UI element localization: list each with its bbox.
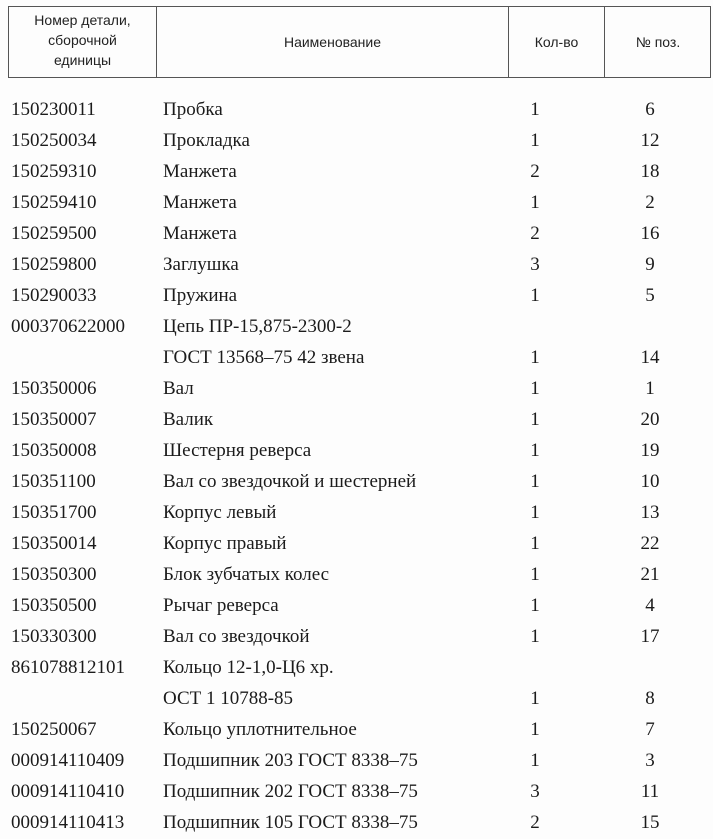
- position-cell: 18: [640, 161, 660, 182]
- name-cell: Шестерня реверса: [163, 440, 312, 461]
- qty-cell: 2: [530, 812, 540, 833]
- name-cell: Вал со звездочкой и шестерней: [163, 471, 417, 492]
- qty-cell: 1: [530, 192, 540, 213]
- name-cell: Манжета: [163, 223, 237, 244]
- qty-cell: 1: [530, 347, 540, 368]
- table-row: [0, 714, 713, 745]
- part-number-cell: 150350007: [11, 409, 97, 430]
- name-cell: Прокладка: [163, 130, 250, 151]
- position-cell: 11: [640, 781, 660, 802]
- position-cell: 7: [645, 719, 655, 740]
- part-number-cell: 150350014: [11, 533, 97, 554]
- qty-cell: 1: [530, 285, 540, 306]
- table-row: [0, 683, 713, 714]
- name-cell: Рычаг реверса: [163, 595, 279, 616]
- table-row: [0, 249, 713, 280]
- qty-cell: 1: [530, 378, 540, 399]
- part-number-cell: 150259800: [11, 254, 97, 275]
- table-row: [0, 559, 713, 590]
- position-cell: 5: [645, 285, 655, 306]
- name-cell: Вал: [163, 378, 194, 399]
- table-row: [0, 745, 713, 776]
- part-number-cell: 150350500: [11, 595, 97, 616]
- position-cell: 16: [640, 223, 660, 244]
- name-cell: Корпус правый: [163, 533, 287, 554]
- table-row: [0, 652, 713, 683]
- table-row: [0, 590, 713, 621]
- table-row: [0, 497, 713, 528]
- name-cell: Заглушка: [163, 254, 239, 275]
- part-number-cell: 150351100: [11, 471, 96, 492]
- part-number-cell: 000370622000: [11, 316, 125, 337]
- position-cell: 20: [640, 409, 660, 430]
- header-qty: Кол-во: [509, 7, 605, 77]
- name-cell: Валик: [163, 409, 214, 430]
- qty-cell: 1: [530, 502, 540, 523]
- qty-cell: 1: [530, 719, 540, 740]
- position-cell: 2: [645, 192, 655, 213]
- qty-cell: 1: [530, 688, 540, 709]
- position-cell: 1: [645, 378, 655, 399]
- name-cell: Вал со звездочкой: [163, 626, 310, 647]
- qty-cell: 1: [530, 626, 540, 647]
- qty-cell: 2: [530, 161, 540, 182]
- part-number-cell: 150259500: [11, 223, 97, 244]
- position-cell: 21: [640, 564, 660, 585]
- position-cell: 22: [640, 533, 660, 554]
- name-cell: ОСТ 1 10788-85: [163, 688, 294, 709]
- qty-cell: 3: [530, 781, 540, 802]
- table-body: [0, 94, 713, 838]
- name-cell: Пробка: [163, 99, 223, 120]
- part-number-cell: 000914110413: [11, 812, 125, 833]
- position-cell: 8: [645, 688, 655, 709]
- qty-cell: 1: [530, 750, 540, 771]
- qty-cell: 2: [530, 223, 540, 244]
- name-cell: Пружина: [163, 285, 238, 306]
- name-cell: Подшипник 203 ГОСТ 8338–75: [163, 750, 418, 771]
- table-row: [0, 311, 713, 342]
- qty-cell: 1: [530, 533, 540, 554]
- position-cell: 9: [645, 254, 655, 275]
- part-number-cell: 150351700: [11, 502, 97, 523]
- table-row: [0, 435, 713, 466]
- table-row: [0, 156, 713, 187]
- table-row: [0, 776, 713, 807]
- table-row: [0, 342, 713, 373]
- part-number-cell: 861078812101: [11, 657, 125, 678]
- name-cell: Цепь ПР-15,875-2300-2: [163, 316, 352, 337]
- table-row: [0, 807, 713, 838]
- table-row: [0, 125, 713, 156]
- part-number-cell: 150259410: [11, 192, 97, 213]
- table-row: [0, 187, 713, 218]
- table-row: [0, 373, 713, 404]
- position-cell: 19: [640, 440, 660, 461]
- table-row: [0, 404, 713, 435]
- name-cell: Подшипник 202 ГОСТ 8338–75: [163, 781, 418, 802]
- name-cell: ГОСТ 13568–75 42 звена: [163, 347, 365, 368]
- part-number-cell: 150350008: [11, 440, 97, 461]
- table-row: [0, 280, 713, 311]
- table-row: [0, 621, 713, 652]
- qty-cell: 1: [530, 471, 540, 492]
- part-number-cell: 000914110409: [11, 750, 125, 771]
- table-row: [0, 528, 713, 559]
- header-name: Наименование: [157, 7, 509, 77]
- table-row: [0, 94, 713, 125]
- name-cell: Манжета: [163, 192, 237, 213]
- position-cell: 4: [645, 595, 655, 616]
- part-number-cell: 150250034: [11, 130, 97, 151]
- qty-cell: 1: [530, 409, 540, 430]
- position-cell: 6: [645, 99, 655, 120]
- qty-cell: 1: [530, 440, 540, 461]
- table-header: [8, 6, 711, 78]
- name-cell: Кольцо уплотнительное: [163, 719, 357, 740]
- part-number-cell: 150350300: [11, 564, 97, 585]
- table-row: [0, 218, 713, 249]
- part-number-cell: 150259310: [11, 161, 97, 182]
- qty-cell: 1: [530, 564, 540, 585]
- part-number-cell: 150330300: [11, 626, 97, 647]
- position-cell: 13: [640, 502, 660, 523]
- qty-cell: 1: [530, 130, 540, 151]
- position-cell: 14: [640, 347, 660, 368]
- part-number-cell: 150350006: [11, 378, 97, 399]
- position-cell: 15: [640, 812, 660, 833]
- part-number-cell: 000914110410: [11, 781, 125, 802]
- header-part-number: Номер детали, сборочной единицы: [9, 7, 157, 77]
- part-number-cell: 150250067: [11, 719, 97, 740]
- qty-cell: 1: [530, 595, 540, 616]
- part-number-cell: 150230011: [11, 99, 96, 120]
- name-cell: Подшипник 105 ГОСТ 8338–75: [163, 812, 418, 833]
- name-cell: Кольцо 12-1,0-Ц6 хр.: [163, 657, 334, 678]
- name-cell: Блок зубчатых колес: [163, 564, 330, 585]
- name-cell: Корпус левый: [163, 502, 277, 523]
- table-row: [0, 466, 713, 497]
- name-cell: Манжета: [163, 161, 237, 182]
- position-cell: 17: [640, 626, 660, 647]
- position-cell: 10: [640, 471, 660, 492]
- qty-cell: 3: [530, 254, 540, 275]
- qty-cell: 1: [530, 99, 540, 120]
- position-cell: 3: [645, 750, 655, 771]
- position-cell: 12: [640, 130, 660, 151]
- header-pos: № поз.: [635, 34, 681, 50]
- part-number-cell: 150290033: [11, 285, 97, 306]
